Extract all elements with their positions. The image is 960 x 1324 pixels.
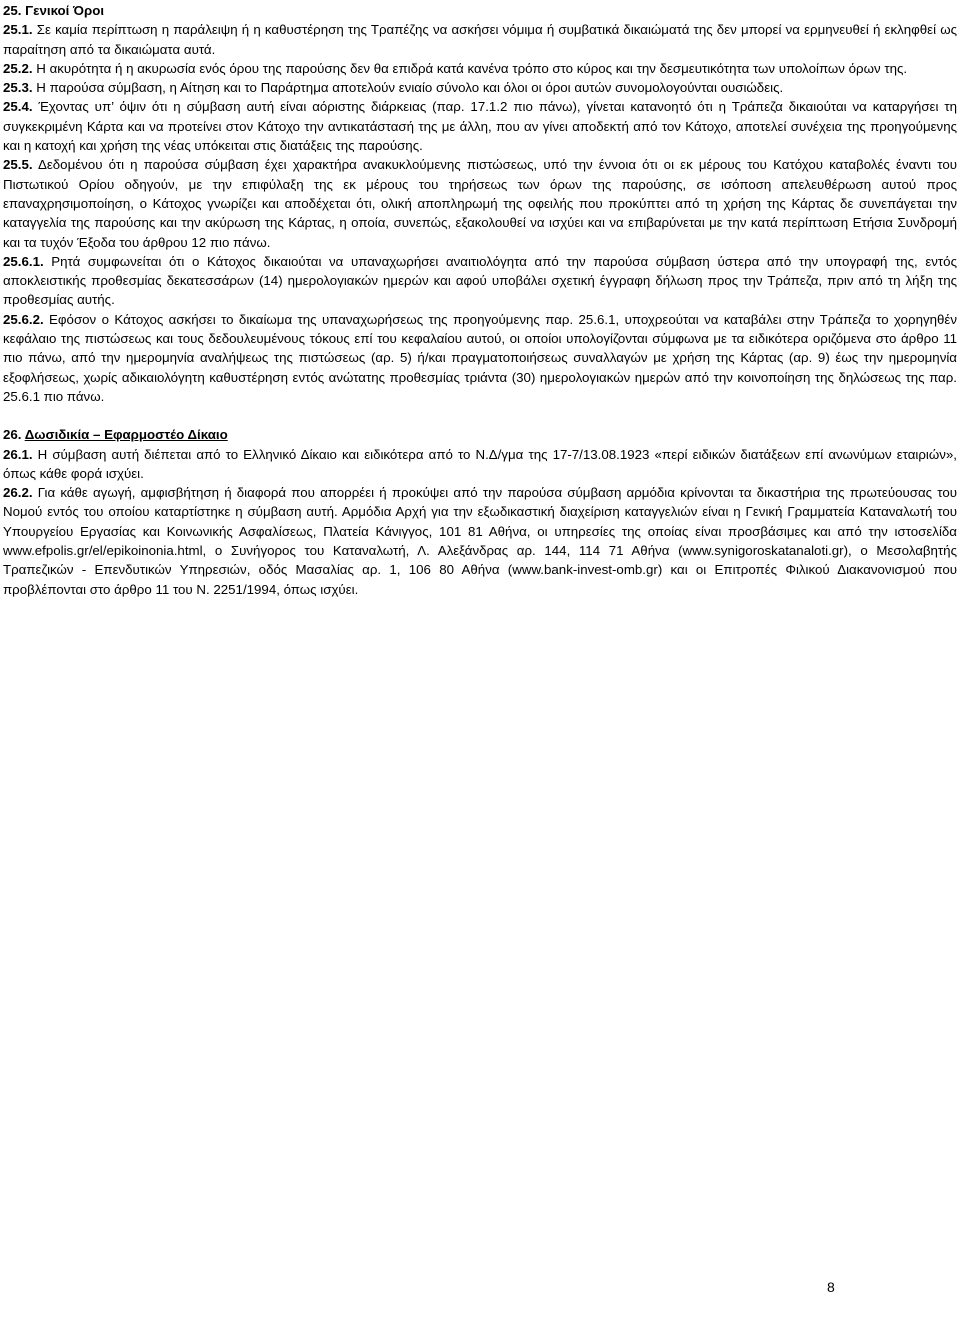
paragraph-text: Δεδομένου ότι η παρούσα σύμβαση έχει χαρακτήρα ανακυκλούμενης πιστώσεως, υπό την έννοια ότι οι εκ μέρους του Κατόχου καταβολές έναντι του Πιστωτικού Ορίου οδηγούν, με την επιφύλαξη της εκ μέρους του τηρήσεως των όρων της παρούσης, σε ισόποση απελευθέρωση αυτού προς επαναχρησιμοποίηση, ο Κάτοχος γνωρίζει και αποδέχεται ότι, ολική αποπληρωμή της οφειλής που προκύπτει από τη χρήση της Κάρτας δε συνεπάγεται την καταγγελία της παρούσης και την ακύρωση της Κάρτας, η οποία, συνεπώς, εξακολουθεί να ισχύει και να επιβαρύνεται με την κατά περίπτωση Ετήσια Συνδρομή και τα τυχόν Έξοδα του άρθρου 12 πιο πάνω. [3, 157, 957, 250]
paragraph-text: Η παρούσα σύμβαση, η Αίτηση και το Παράρτημα αποτελούν ενιαίο σύνολο και όλοι οι όροι αυτών συνομολογούνται ουσιώδεις. [32, 80, 784, 96]
paragraph-26-2 [3, 483, 957, 599]
document-page [3, 0, 957, 599]
paragraph-text: Η ακυρότητα ή η ακυρωσία ενός όρου της παρούσης δεν θα επιδρά κατά κανένα τρόπο στο κύρος και την δεσμευτικότητα των υπολοίπων όρων της. [32, 60, 908, 76]
paragraph-text: Εφόσον ο Κάτοχος ασκήσει το δικαίωμα της υπαναχωρήσεως της προηγούμενης παρ. 25.6.1, υποχρεούται να καταβάλει στην Τράπεζα το χορηγηθέν κεφάλαιο της πιστώσεως και τους δεδουλευμένους τόκους επί του κεφαλαίου αυτού, οι οποίοι υπολογίζονται σύμφωνα με τα ειδικότερα οριζόμενα στο άρθρο 11 πιο πάνω, από την ημερομηνία αναλήψεως της πιστώσεως (αρ. 5) ή/και πραγματοποιήσεως συναλλαγών με χρήση της Κάρτας (αρ. 9) έως την ημερομηνία εξοφλήσεως, χωρίς αδικαιολόγητη καθυστέρηση εντός ανώτατης προθεσμίας τριάντα (30) ημερολογιακών ημερών από την κοινοποίηση της δηλώσεως της παρ. 25.6.1 πιο πάνω. [3, 311, 957, 404]
section-25-title: 25. Γενικοί Όροι [3, 3, 105, 18]
section-26-title [3, 425, 957, 444]
paragraph-text: Για κάθε αγωγή, αμφισβήτηση ή διαφορά που απορρέει ή προκύψει από την παρούσα σύμβαση αρμόδια κρίνονται τα δικαστήρια της πρωτεύουσας του Νομού εντός του οποίου καταρτίστηκε η σύμβαση αυτή. Αρμόδια Αρχή για την εξωδικαστική διαχείριση καταγγελιών είναι η Γενική Γραμματεία Καταναλωτή του Υπουργείου Εργασίας και Κοινωνικής Ασφαλίσεως, Πλατεία Κάνιγγος, 101 81 Αθήνα, οι υπηρεσίες της οποίας είναι προσβάσιμες και από την ιστοσελίδα www.efpolis.gr/el/epikoinonia.html, ο Συνήγορος του Καταναλωτή, Λ. Αλεξάνδρας αρ. 144, 114 71 Αθήνα (www.synigoroskatanaloti.gr), ο Μεσολαβητής Τραπεζικών - Επενδυτικών Υπηρεσιών, οδός Μασαλίας αρ. 1, 106 80 Αθήνα (www.bank-invest-omb.gr) και οι Επιτροπές Φιλικού Διακανονισμού που προβλέπονται στο άρθρο 11 του Ν. 2251/1994, όπως ισχύει. [3, 485, 957, 597]
paragraph-number: 25.5. [3, 157, 33, 173]
paragraph-number: 26.1. [3, 446, 33, 462]
paragraph-number: 25.4. [3, 99, 33, 115]
paragraph-25-1 [3, 20, 957, 59]
paragraph-text: Σε καμία περίπτωση η παράλειψη ή η καθυστέρηση της Τραπέζης να ασκήσει νόμιμα ή συμβατικά δικαιώματά της δεν μπορεί να ερμηνευθεί ή εκληφθεί ως παραίτηση από τα δικαιώματα αυτά. [3, 22, 957, 57]
paragraph-text: Ρητά συμφωνείται ότι ο Κάτοχος δικαιούται να υπαναχωρήσει αναιτιολόγητα από την παρούσα σύμβαση ύστερα από την υπογραφή της, εντός αποκλειστικής προθεσμίας δεκατεσσάρων (14) ημερολογιακών ημερών και αφού υποβάλει σχετική έγγραφη δήλωση προς την Τράπεζα, πριν από τη λήξη της προθεσμίας αυτής. [3, 253, 957, 308]
paragraph-number: 25.6.1. [3, 253, 44, 269]
paragraph-number: 26.2. [3, 485, 33, 501]
page-number: 8 [827, 1279, 835, 1295]
paragraph-number: 25.2. [3, 60, 33, 76]
paragraph-25-6-2 [3, 310, 957, 406]
paragraph-26-1 [3, 445, 957, 484]
section-26-number: 26. [3, 427, 25, 443]
paragraph-text: Η σύμβαση αυτή διέπεται από το Ελληνικό Δίκαιο και ειδικότερα από το Ν.Δ/γμα της 17-7/13.08.1923 «περί ειδικών διατάξεων επί ανωνύμων εταιριών», όπως κάθε φορά ισχύει. [3, 446, 957, 481]
section-26-heading: Δωσιδικία – Εφαρμοστέο Δίκαιο [24, 427, 228, 443]
paragraph-number: 25.1. [3, 22, 33, 38]
paragraph-25-6-1 [3, 252, 957, 310]
paragraph-number: 25.6.2. [3, 311, 44, 327]
paragraph-25-2 [3, 59, 957, 78]
paragraph-text: Έχοντας υπ’ όψιν ότι η σύμβαση αυτή είναι αόριστης διάρκειας (παρ. 17.1.2 πιο πάνω), γίνεται κατανοητό ότι η Τράπεζα δικαιούται να καταργήσει τη συγκεκριμένη Κάρτα και να προτείνει στον Κάτοχο την αντικατάστασή της με άλλη, που αν γίνει αποδεκτή από τον Κάτοχο, αποτελεί συνέχεια της προηγούμενης και η κατοχή και χρήση της νέας υπόκειται στις διατάξεις της παρούσης. [3, 99, 957, 154]
paragraph-number: 25.3. [3, 80, 33, 96]
paragraph-25-3 [3, 78, 957, 97]
paragraph-25-4 [3, 97, 957, 155]
paragraph-25-5 [3, 155, 957, 251]
